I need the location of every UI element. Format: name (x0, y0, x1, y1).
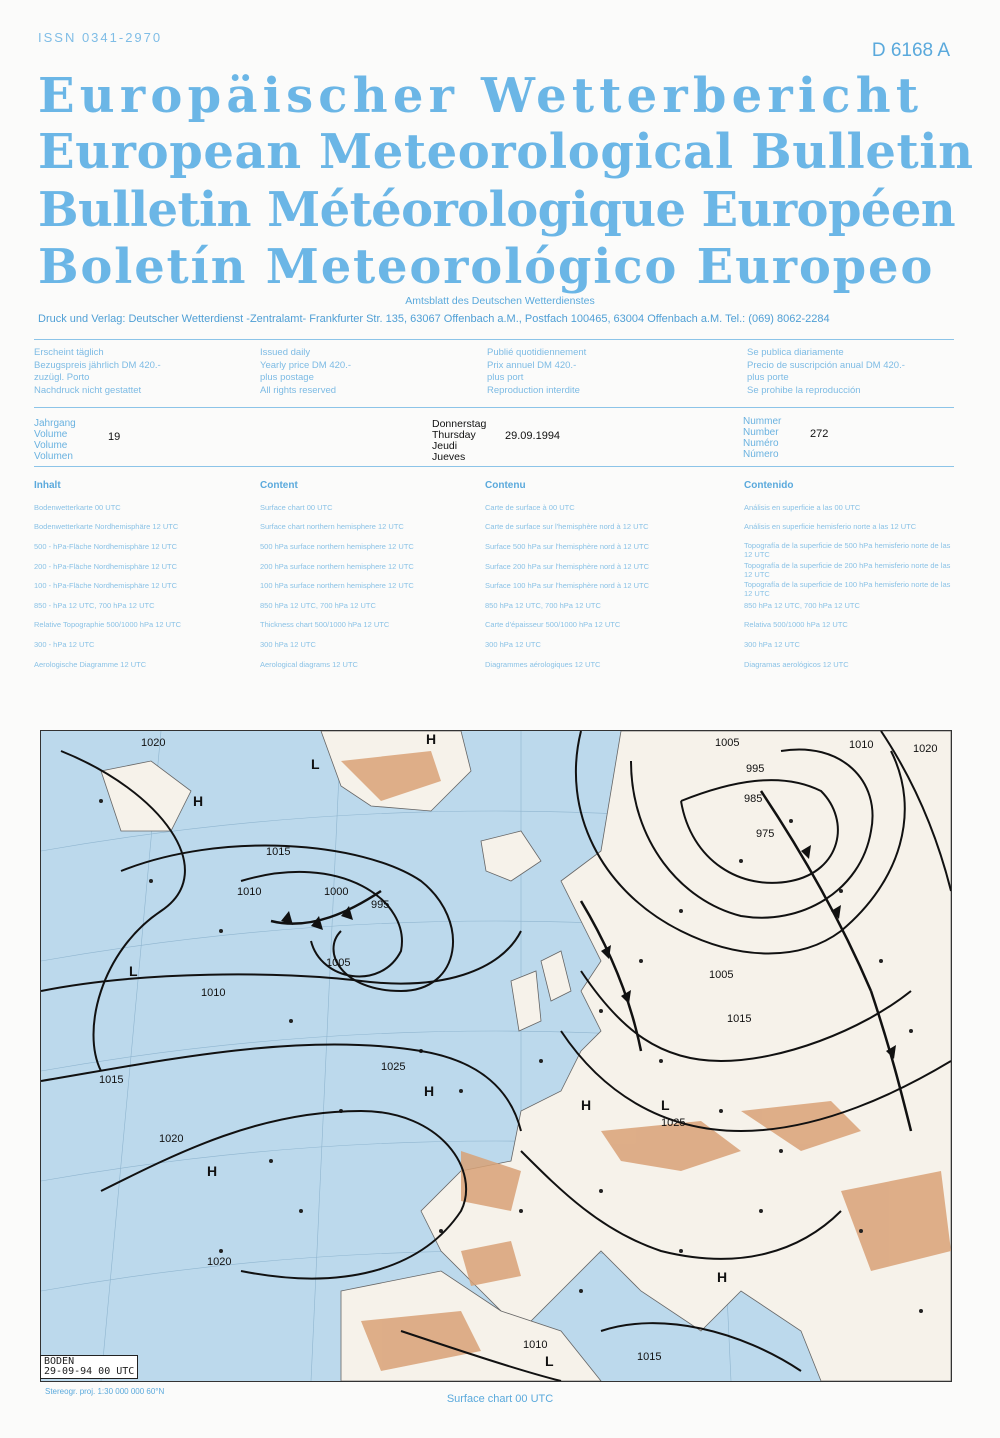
contents-item: Relative Topographie 500/1000 hPa 12 UTC (34, 620, 182, 629)
title-french: Bulletin Météorologique Européen (38, 182, 956, 238)
divider (34, 407, 954, 408)
title-english: European Meteorological Bulletin (38, 124, 974, 180)
chart-stamp (40, 1355, 138, 1379)
contents-item: Carte de surface à 00 UTC (485, 503, 575, 512)
contents-item: 200 - hPa-Fläche Nordhemisphäre 12 UTC (34, 562, 177, 571)
divider (34, 466, 954, 467)
contents-item: Carte de surface sur l'hemisphère nord à 12 UTC (485, 522, 649, 531)
chart-stamp-time: 29-09-94 00 UTC (44, 1366, 135, 1377)
isobar-label: 1010 (523, 1339, 548, 1351)
isobar-label: 1020 (207, 1256, 232, 1268)
contents-item: 500 hPa surface northern hemisphere 12 UTC (260, 542, 414, 551)
contents-item: Thickness chart 500/1000 hPa 12 UTC (260, 620, 390, 629)
contents-item: 200 hPa surface northern hemisphere 12 UTC (260, 562, 414, 571)
divider (34, 339, 954, 340)
contents-item: Topografía de la superficie de 500 hPa hemisferio norte de las 12 UTC (744, 541, 951, 559)
contents-item: 300 hPa 12 UTC (485, 640, 541, 649)
isobar-label: 1005 (326, 957, 351, 969)
high-pressure-center: H (717, 1269, 728, 1285)
isobar-label: 995 (371, 899, 390, 911)
isobar-label: 1010 (849, 739, 874, 751)
issn-number: ISSN 0341-2970 (38, 30, 163, 45)
contents-item: Relativa 500/1000 hPa 12 UTC (744, 620, 848, 629)
issue-number: 272 (810, 428, 829, 440)
low-pressure-center: L (311, 756, 320, 772)
map-caption: Surface chart 00 UTC (446, 1393, 554, 1405)
contents-item: 300 hPa 12 UTC (260, 640, 316, 649)
subscription-es: Se publica diariamente Precio de suscripción anual DM 420.- plus porte Se prohibe la reproducción (747, 347, 905, 396)
isobar-label: 1020 (141, 737, 166, 749)
contents-item: Bodenwetterkarte 00 UTC (34, 503, 121, 512)
volume-labels: Jahrgang Volume Volume Volumen (34, 418, 76, 462)
low-pressure-center: L (545, 1353, 554, 1369)
high-pressure-center: H (424, 1083, 435, 1099)
contents-item: Aerologische Diagramme 12 UTC (34, 660, 147, 669)
high-pressure-center: H (193, 793, 204, 809)
isobar-label: 1000 (324, 886, 349, 898)
contents-item: Surface 100 hPa sur l'hemisphère nord à 12 UTC (485, 581, 650, 590)
isobar-label: 1025 (661, 1117, 686, 1129)
isobar-label: 1010 (201, 987, 226, 999)
projection-note: Stereogr. proj. 1:30 000 000 60°N (45, 1387, 165, 1396)
contents-item: 100 hPa surface northern hemisphere 12 UTC (260, 581, 414, 590)
isobar-label: 1015 (266, 846, 291, 858)
isobar-label: 995 (746, 763, 765, 775)
contents-item: Topografía de la superficie de 200 hPa hemisferio norte de las 12 UTC (744, 561, 951, 579)
publication-code: D 6168 A (871, 40, 950, 61)
subscription-de: Erscheint täglich Bezugspreis jährlich DM 420.- zuzügl. Porto Nachdruck nicht gestattet (34, 347, 161, 396)
contents-item: 850 hPa 12 UTC, 700 hPa 12 UTC (260, 601, 376, 610)
contents-item: Topografía de la superficie de 100 hPa hemisferio norte de las 12 UTC (744, 580, 951, 598)
contents-item: Surface 200 hPa sur l'hemisphère nord à 12 UTC (485, 562, 650, 571)
isobar-label: 975 (756, 828, 775, 840)
publisher-line: Druck und Verlag: Deutscher Wetterdienst -Zentralamt- Frankfurter Str. 135, 63067 Offenbach a.M., Postfach 100465, 63004 Offenbach a.M. Tel.: (069) 8062-2284 (38, 313, 830, 325)
contents-item: 850 - hPa 12 UTC, 700 hPa 12 UTC (34, 601, 155, 610)
isobar-label: 1020 (159, 1133, 184, 1145)
isobar-label: 1025 (381, 1061, 406, 1073)
issue-date: 29.09.1994 (505, 430, 561, 442)
contents-item: Análisis en superficie a las 00 UTC (744, 503, 861, 512)
low-pressure-center: L (129, 963, 138, 979)
isobar-label: 985 (744, 793, 763, 805)
contents-item: Bodenwetterkarte Nordhemisphäre 12 UTC (34, 522, 179, 531)
authority-line: Amtsblatt des Deutschen Wetterdienstes (405, 295, 595, 307)
surface-weather-map (40, 730, 952, 1382)
isobar-label: 1010 (237, 886, 262, 898)
isobar-label: 1015 (637, 1351, 662, 1363)
high-pressure-center: H (207, 1163, 218, 1179)
contents-header-en: Content (260, 480, 298, 491)
contents-item: Aerological diagrams 12 UTC (260, 660, 358, 669)
contents-item: 300 - hPa 12 UTC (34, 640, 95, 649)
isobar-label: 1005 (709, 969, 734, 981)
chart-stamp-type: BODEN (44, 1356, 75, 1367)
isobar-label: 1005 (715, 737, 740, 749)
contents-item: Diagramas aerológicos 12 UTC (744, 660, 849, 669)
contents-item: Surface chart northern hemisphere 12 UTC (260, 522, 404, 531)
isobar-label: 1020 (913, 743, 938, 755)
number-labels: Nummer Number Numéro Número (743, 416, 782, 460)
contents-header-fr: Contenu (485, 480, 526, 491)
contents-item: 850 hPa 12 UTC, 700 hPa 12 UTC (744, 601, 860, 610)
subscription-fr: Publié quotidiennement Prix annuel DM 420.- plus port Reproduction interdite (487, 347, 587, 396)
contents-item: Surface 500 hPa sur l'hemisphère nord à 12 UTC (485, 542, 650, 551)
contents-item: Análisis en superficie hemisferio norte a las 12 UTC (744, 522, 917, 531)
low-pressure-center: L (661, 1097, 670, 1113)
high-pressure-center: H (426, 731, 437, 747)
subscription-en: Issued daily Yearly price DM 420.- plus postage All rights reserved (260, 347, 351, 396)
contents-header-es: Contenido (744, 480, 794, 491)
contents-item: Diagrammes aérologiques 12 UTC (485, 660, 601, 669)
isobar-label: 1015 (99, 1074, 124, 1086)
title-spanish: Boletín Meteorológico Europeo (38, 239, 935, 295)
contents-item: 500 - hPa-Fläche Nordhemisphäre 12 UTC (34, 542, 177, 551)
contents-item: 100 - hPa-Fläche Nordhemisphäre 12 UTC (34, 581, 177, 590)
map-graphic (41, 731, 951, 1381)
isobar-label: 1015 (727, 1013, 752, 1025)
high-pressure-center: H (581, 1097, 592, 1113)
contents-item: 300 hPa 12 UTC (744, 640, 800, 649)
title-german: Europäischer Wetterbericht (38, 68, 924, 124)
contents-item: 850 hPa 12 UTC, 700 hPa 12 UTC (485, 601, 601, 610)
volume-number: 19 (108, 431, 121, 443)
contents-item: Carte d'épaisseur 500/1000 hPa 12 UTC (485, 620, 621, 629)
day-names: Donnerstag Thursday Jeudi Jueves (432, 418, 487, 463)
contents-item: Surface chart 00 UTC (260, 503, 333, 512)
contents-header-de: Inhalt (34, 480, 61, 491)
